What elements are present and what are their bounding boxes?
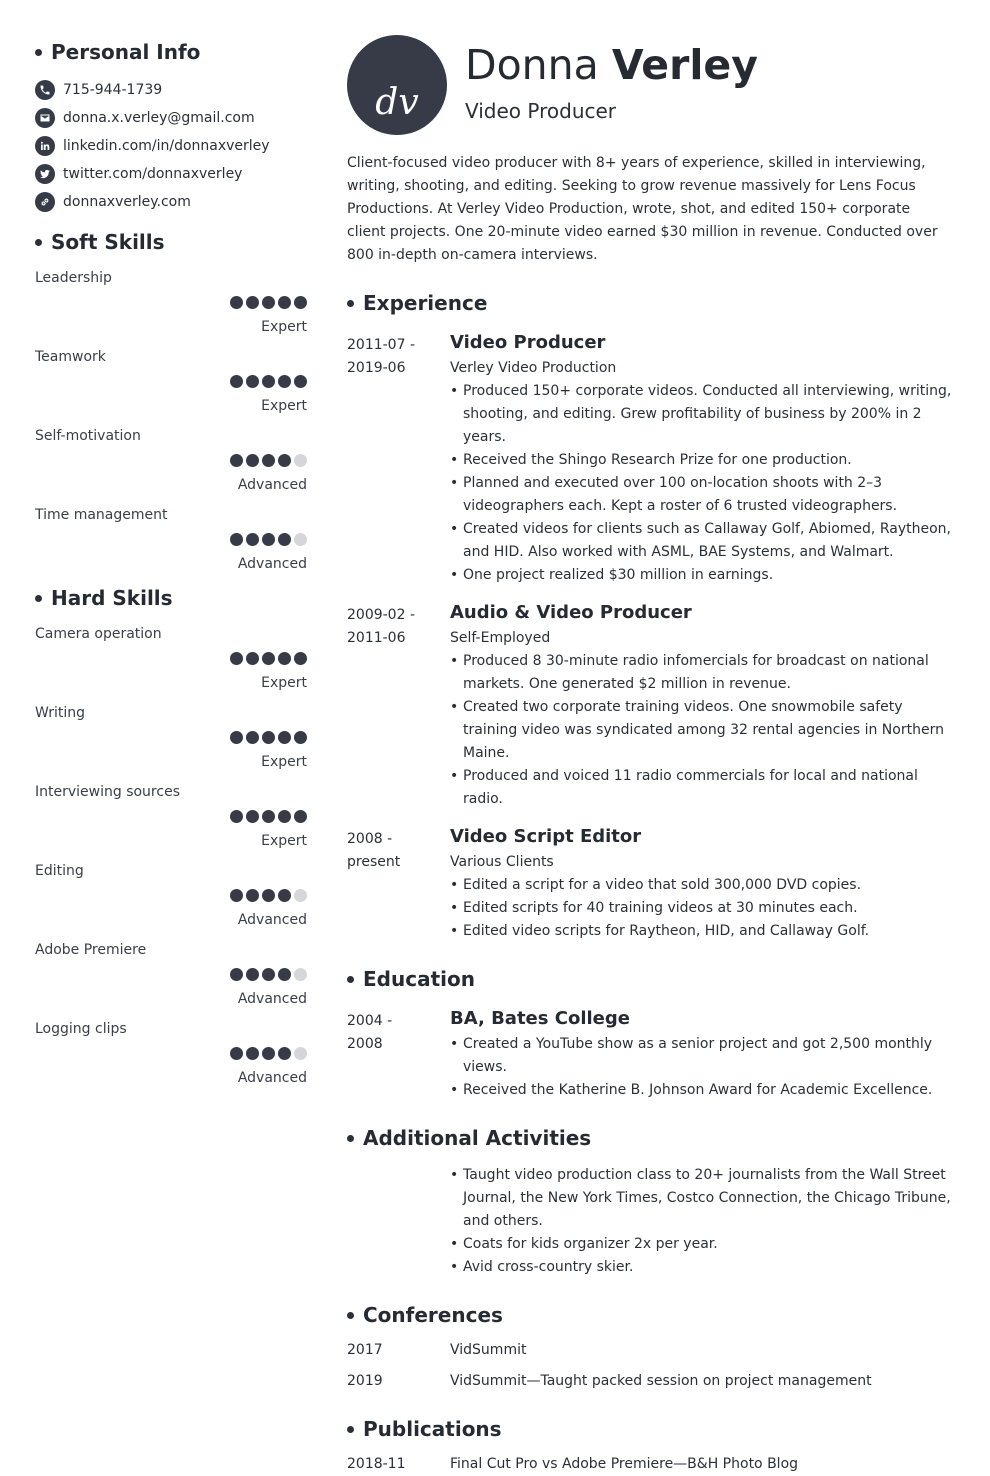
rating-dot-filled — [246, 375, 259, 388]
skill-rating — [230, 375, 307, 388]
bullet-item: • Coats for kids organizer 2x per year. — [450, 1233, 957, 1256]
contact-linkedin — [35, 132, 307, 160]
skill-level: Expert — [261, 754, 307, 770]
skill-name: Teamwork — [35, 349, 106, 365]
entry-bullets — [450, 650, 957, 811]
bullet-item: • Received the Katherine B. Johnson Award for Academic Excellence. — [450, 1079, 957, 1102]
entry-bullets — [450, 874, 957, 943]
hard-skills-list — [35, 624, 307, 1098]
rating-dot-filled — [246, 889, 259, 902]
linkedin-icon — [35, 136, 55, 156]
date-end: 2008 — [347, 1036, 383, 1052]
rating-dot-filled — [246, 731, 259, 744]
rating-dot-filled — [278, 652, 291, 665]
entry-title: BA, Bates College — [450, 1008, 630, 1029]
rating-dot-filled — [294, 810, 307, 823]
rating-dot-filled — [278, 454, 291, 467]
entry-body — [450, 1164, 957, 1279]
rating-dot-filled — [246, 810, 259, 823]
date-start: 2011-07 - — [347, 337, 415, 353]
experience-entry — [347, 599, 957, 811]
publication-row — [347, 1453, 957, 1476]
first-name: Donna — [465, 41, 599, 89]
skill-rating — [230, 889, 307, 902]
skill-item — [35, 861, 307, 940]
rating-dot-filled — [262, 296, 275, 309]
rating-dot-filled — [262, 652, 275, 665]
conference-year: 2017 — [347, 1342, 383, 1358]
rating-dot-filled — [278, 375, 291, 388]
entry-body — [450, 599, 957, 811]
rating-dot-empty — [294, 454, 307, 467]
skill-item — [35, 624, 307, 703]
bullet-item: • Avid cross-country skier. — [450, 1256, 957, 1279]
skill-name: Camera operation — [35, 626, 162, 642]
rating-dot-filled — [230, 1047, 243, 1060]
summary: Client-focused video producer with 8+ years of experience, skilled in interviewing, writing, shooting, and editing. Seeking to grow revenue massively for Lens Focus Productions. At Verley Video Production, wrote, shot, and edited 150+ corporate client projects. One 20-minute video earned $30 million in revenue. Conducted over 800 in-depth on-camera interviews. — [347, 155, 938, 263]
contact-list — [35, 76, 307, 216]
email-icon — [35, 108, 55, 128]
skill-rating — [230, 296, 307, 309]
skill-level: Expert — [261, 319, 307, 335]
skill-rating — [230, 652, 307, 665]
skill-name: Editing — [35, 863, 84, 879]
date-end: 2019-06 — [347, 360, 406, 376]
rating-dot-filled — [246, 533, 259, 546]
entry-date — [347, 329, 450, 587]
rating-dot-filled — [246, 1047, 259, 1060]
rating-dot-filled — [262, 731, 275, 744]
conferences-heading: Conferences — [347, 1301, 957, 1329]
skill-item — [35, 505, 307, 584]
bullet-item: • Produced and voiced 11 radio commercials for local and national radio. — [450, 765, 957, 811]
conference-row — [347, 1339, 957, 1362]
education-section — [347, 965, 957, 1102]
soft-skills-list — [35, 268, 307, 584]
bullet-item: • Created two corporate training videos. One snowmobile safety training video was syndicated among 32 rental agencies in Northern Maine. — [450, 696, 957, 765]
publications-section — [347, 1415, 957, 1476]
rating-dot-filled — [278, 533, 291, 546]
rating-dot-filled — [246, 296, 259, 309]
phone-icon — [35, 80, 55, 100]
rating-dot-filled — [294, 652, 307, 665]
bullet-item: • Produced 8 30-minute radio infomercials for broadcast on national markets. One generated $2 million in revenue. — [450, 650, 957, 696]
contact-twitter — [35, 160, 307, 188]
skill-rating — [230, 454, 307, 467]
bullet-item: • Received the Shingo Research Prize for one production. — [450, 449, 957, 472]
skill-level: Advanced — [237, 991, 307, 1007]
bullet-item: • Created videos for clients such as Callaway Golf, Abiomed, Raytheon, and HID. Also worked with ASML, BAE Systems, and Walmart. — [450, 518, 957, 564]
website-text[interactable]: donnaxverley.com — [63, 194, 191, 210]
conference-text: VidSummit—Taught packed session on project management — [450, 1373, 872, 1389]
contact-website — [35, 188, 307, 216]
rating-dot-empty — [294, 1047, 307, 1060]
entry-bullets — [450, 1033, 957, 1102]
conference-text: VidSummit — [450, 1342, 527, 1358]
skill-rating — [230, 1047, 307, 1060]
rating-dot-filled — [262, 1047, 275, 1060]
skill-name: Leadership — [35, 270, 112, 286]
soft-skills-heading: Soft Skills — [35, 228, 307, 256]
entry-date — [347, 823, 450, 943]
skill-level: Expert — [261, 675, 307, 691]
rating-dot-filled — [262, 968, 275, 981]
rating-dot-filled — [278, 810, 291, 823]
skill-item — [35, 782, 307, 861]
entry-body — [450, 1005, 957, 1102]
conferences-section — [347, 1301, 957, 1393]
publications-heading: Publications — [347, 1415, 957, 1443]
entry-date — [347, 1005, 450, 1102]
rating-dot-filled — [230, 454, 243, 467]
conference-row — [347, 1370, 957, 1393]
job-title: Video Producer — [465, 99, 617, 123]
skill-rating — [230, 968, 307, 981]
rating-dot-filled — [278, 296, 291, 309]
rating-dot-filled — [230, 375, 243, 388]
rating-dot-filled — [262, 810, 275, 823]
personal-info-heading: Personal Info — [35, 38, 307, 66]
publication-text: Final Cut Pro vs Adobe Premiere—B&H Photo Blog — [450, 1456, 799, 1472]
rating-dot-filled — [278, 731, 291, 744]
skill-item — [35, 426, 307, 505]
rating-dot-filled — [262, 454, 275, 467]
experience-entry — [347, 823, 957, 943]
entry-title: Video Script Editor — [450, 826, 642, 847]
entry-bullets — [450, 380, 957, 587]
activities-heading: Additional Activities — [347, 1124, 957, 1152]
activities-section — [347, 1124, 957, 1279]
phone-text[interactable]: 715-944-1739 — [63, 82, 163, 98]
rating-dot-filled — [278, 1047, 291, 1060]
rating-dot-filled — [230, 889, 243, 902]
skill-rating — [230, 810, 307, 823]
conference-year: 2019 — [347, 1373, 383, 1389]
rating-dot-empty — [294, 533, 307, 546]
bullet-item: • Produced 150+ corporate videos. Conducted all interviewing, writing, shooting, and editing. Grew profitability of business by 200% in 2 years. — [450, 380, 957, 449]
experience-entry — [347, 329, 957, 587]
rating-dot-filled — [230, 968, 243, 981]
bullet-item: • Edited video scripts for Raytheon, HID, and Callaway Golf. — [450, 920, 957, 943]
rating-dot-filled — [294, 375, 307, 388]
main-content — [347, 35, 957, 1476]
contact-phone — [35, 76, 307, 104]
rating-dot-filled — [230, 652, 243, 665]
education-heading: Education — [347, 965, 957, 993]
skill-name: Logging clips — [35, 1021, 127, 1037]
email-text[interactable]: donna.x.verley@gmail.com — [63, 110, 255, 126]
linkedin-text[interactable]: linkedin.com/in/donnaxverley — [63, 138, 270, 154]
monogram-avatar: dv — [347, 35, 447, 135]
rating-dot-filled — [246, 454, 259, 467]
entry-company: Various Clients — [450, 854, 554, 870]
skill-item — [35, 703, 307, 782]
skill-level: Advanced — [237, 477, 307, 493]
rating-dot-filled — [230, 810, 243, 823]
full-name — [465, 39, 758, 91]
entry-title: Audio & Video Producer — [450, 602, 692, 623]
education-entry — [347, 1005, 957, 1102]
bullet-item: • Taught video production class to 20+ journalists from the Wall Street Journal, the New York Times, Costco Connection, the Chicago Tribune, and others. — [450, 1164, 957, 1233]
skill-item — [35, 268, 307, 347]
rating-dot-filled — [230, 533, 243, 546]
resume-header — [347, 35, 957, 137]
skill-name: Self-motivation — [35, 428, 141, 444]
rating-dot-filled — [262, 375, 275, 388]
skill-level: Advanced — [237, 556, 307, 572]
sidebar — [35, 38, 307, 1098]
rating-dot-filled — [294, 731, 307, 744]
entry-date — [347, 599, 450, 811]
date-start: 2008 - — [347, 831, 393, 847]
twitter-text[interactable]: twitter.com/donnaxverley — [63, 166, 243, 182]
bullet-item: • One project realized $30 million in earnings. — [450, 564, 957, 587]
experience-section — [347, 289, 957, 943]
bullet-item: • Edited a script for a video that sold 300,000 DVD copies. — [450, 874, 957, 897]
bullet-item: • Created a YouTube show as a senior project and got 2,500 monthly views. — [450, 1033, 957, 1079]
twitter-icon — [35, 164, 55, 184]
skill-level: Expert — [261, 833, 307, 849]
date-start: 2009-02 - — [347, 607, 415, 623]
skill-item — [35, 1019, 307, 1098]
bullet-item: • Planned and executed over 100 on-location shoots with 2–3 videographers each. Kept a roster of 6 trusted videographers. — [450, 472, 957, 518]
rating-dot-filled — [278, 889, 291, 902]
entry-title: Video Producer — [450, 332, 606, 353]
entry-body — [450, 823, 957, 943]
bullet-item: • Edited scripts for 40 training videos at 30 minutes each. — [450, 897, 957, 920]
rating-dot-empty — [294, 968, 307, 981]
date-end: present — [347, 854, 401, 870]
skill-level: Advanced — [237, 912, 307, 928]
rating-dot-filled — [294, 296, 307, 309]
activities-entry — [347, 1164, 957, 1279]
last-name: Verley — [611, 41, 758, 89]
contact-email — [35, 104, 307, 132]
entry-date — [347, 1164, 450, 1279]
rating-dot-filled — [262, 889, 275, 902]
rating-dot-empty — [294, 889, 307, 902]
hard-skills-heading: Hard Skills — [35, 584, 307, 612]
date-end: 2011-06 — [347, 630, 406, 646]
link-icon — [35, 192, 55, 212]
skill-item — [35, 940, 307, 1019]
skill-level: Expert — [261, 398, 307, 414]
entry-company: Verley Video Production — [450, 360, 617, 376]
entry-body — [450, 329, 957, 587]
date-start: 2004 - — [347, 1013, 393, 1029]
skill-name: Time management — [35, 507, 168, 523]
rating-dot-filled — [230, 296, 243, 309]
skill-name: Interviewing sources — [35, 784, 180, 800]
rating-dot-filled — [278, 968, 291, 981]
skill-name: Writing — [35, 705, 85, 721]
rating-dot-filled — [246, 968, 259, 981]
publication-date: 2018-11 — [347, 1456, 406, 1472]
skill-level: Advanced — [237, 1070, 307, 1086]
skill-rating — [230, 533, 307, 546]
rating-dot-filled — [246, 652, 259, 665]
rating-dot-filled — [230, 731, 243, 744]
skill-name: Adobe Premiere — [35, 942, 147, 958]
skill-rating — [230, 731, 307, 744]
skill-item — [35, 347, 307, 426]
entry-bullets — [450, 1164, 957, 1279]
rating-dot-filled — [262, 533, 275, 546]
experience-heading: Experience — [347, 289, 957, 317]
entry-company: Self-Employed — [450, 630, 551, 646]
